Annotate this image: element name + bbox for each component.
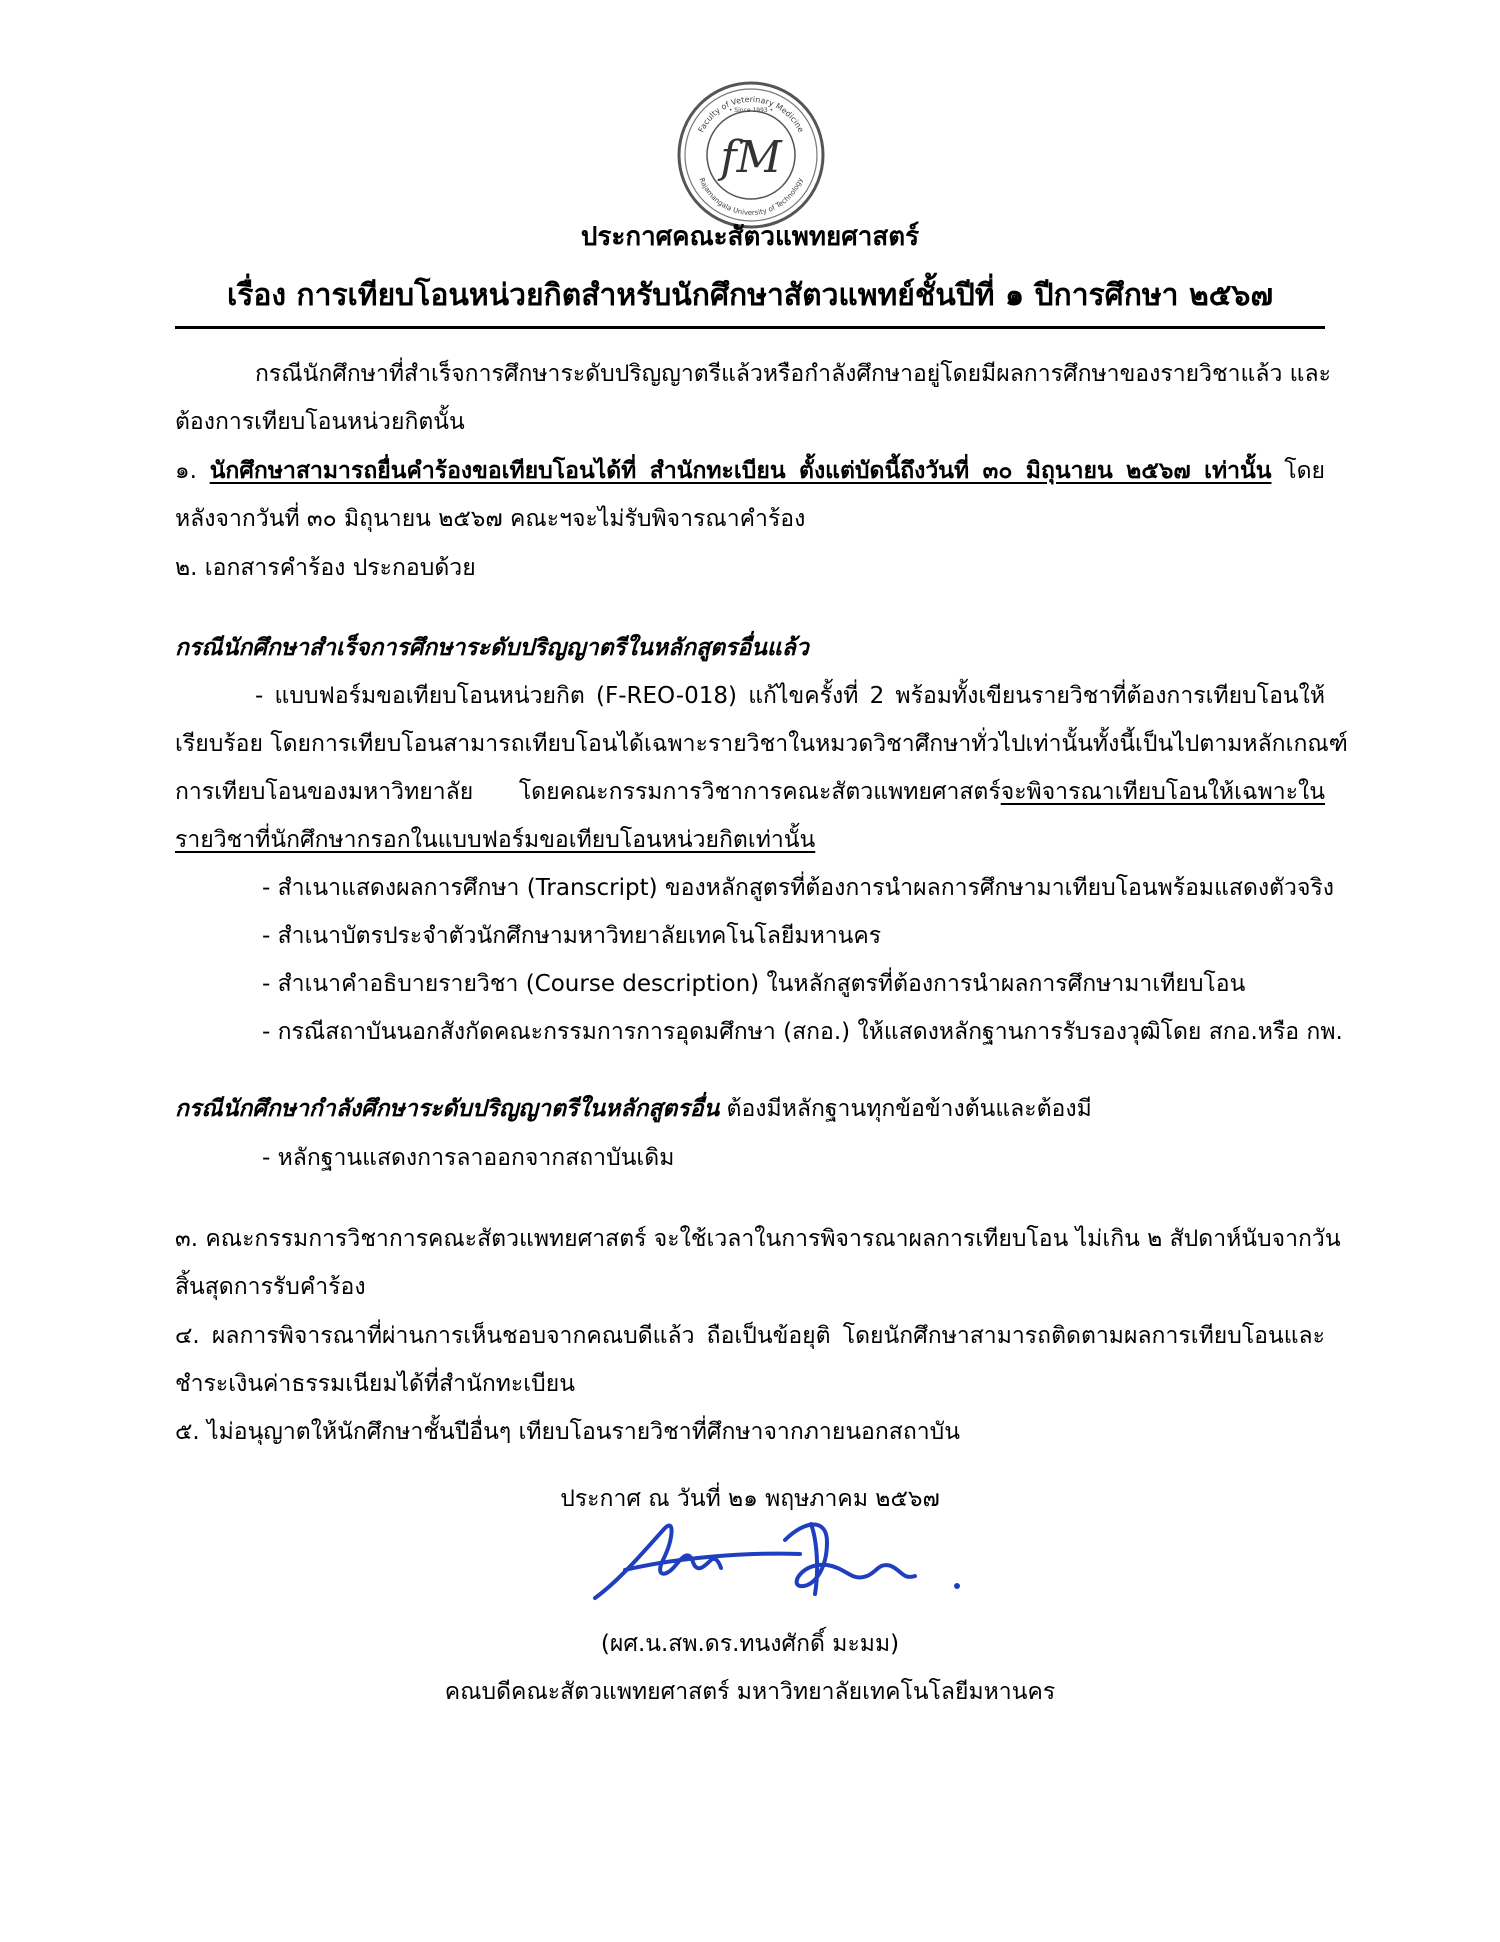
case-1-para-line-3 — [175, 776, 1325, 810]
signature-image — [565, 1510, 985, 1620]
case-1-para-line-4: รายวิชาที่นักศึกษากรอกในแบบฟอร์มขอเทียบโอนหน่วยกิตเท่านั้น — [175, 827, 816, 853]
case-1-doc-accreditation: - กรณีสถาบันนอกสังกัดคณะกรรมการการอุดมศึกษา (สกอ.) ให้แสดงหลักฐานการรับรองวุฒิโดย สกอ.หรือ กพ. — [262, 1019, 1343, 1045]
item-5: ๕. ไม่อนุญาตให้นักศึกษาชั้นปีอื่นๆ เทียบโอนรายวิชาที่ศึกษาจากภายนอกสถาบัน — [175, 1419, 960, 1445]
case-1-doc-student-id: - สำเนาบัตรประจำตัวนักศึกษามหาวิทยาลัยเทคโนโลยีมหานคร — [262, 923, 882, 949]
case-1-doc-course-description: - สำเนาคำอธิบายรายวิชา (Course description) ในหลักสูตรที่ต้องการนำผลการศึกษามาเทียบโอน — [262, 971, 1246, 997]
item-2: ๒. เอกสารคำร้อง ประกอบด้วย — [175, 555, 476, 581]
intro-line-2: ต้องการเทียบโอนหน่วยกิตนั้น — [175, 409, 465, 435]
signer-title: คณบดีคณะสัตวแพทยศาสตร์ มหาวิทยาลัยเทคโนโลยีมหานคร — [444, 1679, 1056, 1705]
item-1-number: ๑. — [175, 458, 197, 484]
svg-text:Faculty of Veterinary Medicine: Faculty of Veterinary Medicine — [696, 94, 806, 134]
case-1-para-line-2: เรียบร้อย โดยการเทียบโอนสามารถเทียบโอนได้เฉพาะรายวิชาในหมวดวิชาศึกษาทั่วไปเท่านั้นทั้งนี้เป็นไปตามหลักเกณฑ์ — [175, 731, 1348, 757]
case-2-doc-resignation: - หลักฐานแสดงการลาออกจากสถาบันเดิม — [262, 1145, 675, 1171]
svg-text:fM: fM — [720, 132, 782, 183]
item-1-tail: โดย — [1284, 458, 1326, 484]
item-4-line-2: ชำระเงินค่าธรรมเนียมได้ที่สำนักทะเบียน — [175, 1371, 575, 1397]
item-1-line-1 — [175, 455, 1325, 489]
svg-text:Rajamangala University of Tech: Rajamangala University of Technology — [697, 176, 805, 218]
item-1-line-2: หลังจากวันที่ ๓๐ มิถุนายน ๒๕๖๗ คณะฯจะไม่รับพิจารณาคำร้อง — [175, 506, 806, 532]
svg-text:• Since 1993 •: • Since 1993 • — [728, 107, 774, 114]
faculty-seal-icon — [676, 80, 826, 230]
case-2-tail: ต้องมีหลักฐานทุกข้อข้างต้นและต้องมี — [726, 1096, 1092, 1122]
case-1-heading: กรณีนักศึกษาสำเร็จการศึกษาระดับปริญญาตรีในหลักสูตรอื่นแล้ว — [175, 635, 809, 661]
announce-date: ประกาศ ณ วันที่ ๒๑ พฤษภาคม ๒๕๖๗ — [560, 1486, 940, 1512]
case-1-para-line-1: - แบบฟอร์มขอเทียบโอนหน่วยกิต (F-REO-018) แก้ไขครั้งที่ 2 พร้อมทั้งเขียนรายวิชาที่ต้องการเทียบโอนให้ — [255, 683, 1325, 709]
case-2-heading: กรณีนักศึกษากำลังศึกษาระดับปริญญาตรีในหลักสูตรอื่น — [175, 1096, 720, 1122]
item-4-line-1: ๔. ผลการพิจารณาที่ผ่านการเห็นชอบจากคณบดีแล้ว ถือเป็นข้อยุติ โดยนักศึกษาสามารถติดตามผลการเทียบโอนและ — [175, 1323, 1325, 1349]
case-1-emphasis: จะพิจารณาเทียบโอนให้เฉพาะใน — [1000, 779, 1325, 805]
intro-line-1: กรณีนักศึกษาที่สำเร็จการศึกษาระดับปริญญาตรีแล้วหรือกำลังศึกษาอยู่โดยมีผลการศึกษาของรายวิชาแล้ว และ — [255, 361, 1331, 387]
announcement-subject: เรื่อง การเทียบโอนหน่วยกิตสำหรับนักศึกษาสัตวแพทย์ชั้นปีที่ ๑ ปีการศึกษา ๒๕๖๗ — [226, 278, 1274, 313]
case-1-para-line-3-text: การเทียบโอนของมหาวิทยาลัย โดยคณะกรรมการวิชาการคณะสัตวแพทยศาสตร์ — [175, 779, 1001, 805]
item-3-line-1: ๓. คณะกรรมการวิชาการคณะสัตวแพทยศาสตร์ จะใช้เวลาในการพิจารณาผลการเทียบโอน ไม่เกิน ๒ สัปดาห์นับจากวัน — [175, 1226, 1341, 1252]
signer-name: (ผศ.น.สพ.ดร.ทนงศักดิ์ มะมม) — [600, 1631, 900, 1657]
item-1-deadline: นักศึกษาสามารถยื่นคำร้องขอเทียบโอนได้ที่ สำนักทะเบียน ตั้งแต่บัดนี้ถึงวันที่ ๓๐ มิถุนายน ๒๕๖๗ เท่านั้น — [209, 458, 1272, 484]
case-2-heading-line — [175, 1093, 1325, 1127]
organization-title: ประกาศคณะสัตวแพทยศาสตร์ — [580, 222, 920, 252]
item-3-line-2: สิ้นสุดการรับคำร้อง — [175, 1274, 366, 1300]
header-divider — [175, 326, 1325, 329]
case-1-doc-transcript: - สำเนาแสดงผลการศึกษา (Transcript) ของหลักสูตรที่ต้องการนำผลการศึกษามาเทียบโอนพร้อมแสดงตัวจริง — [262, 875, 1335, 901]
